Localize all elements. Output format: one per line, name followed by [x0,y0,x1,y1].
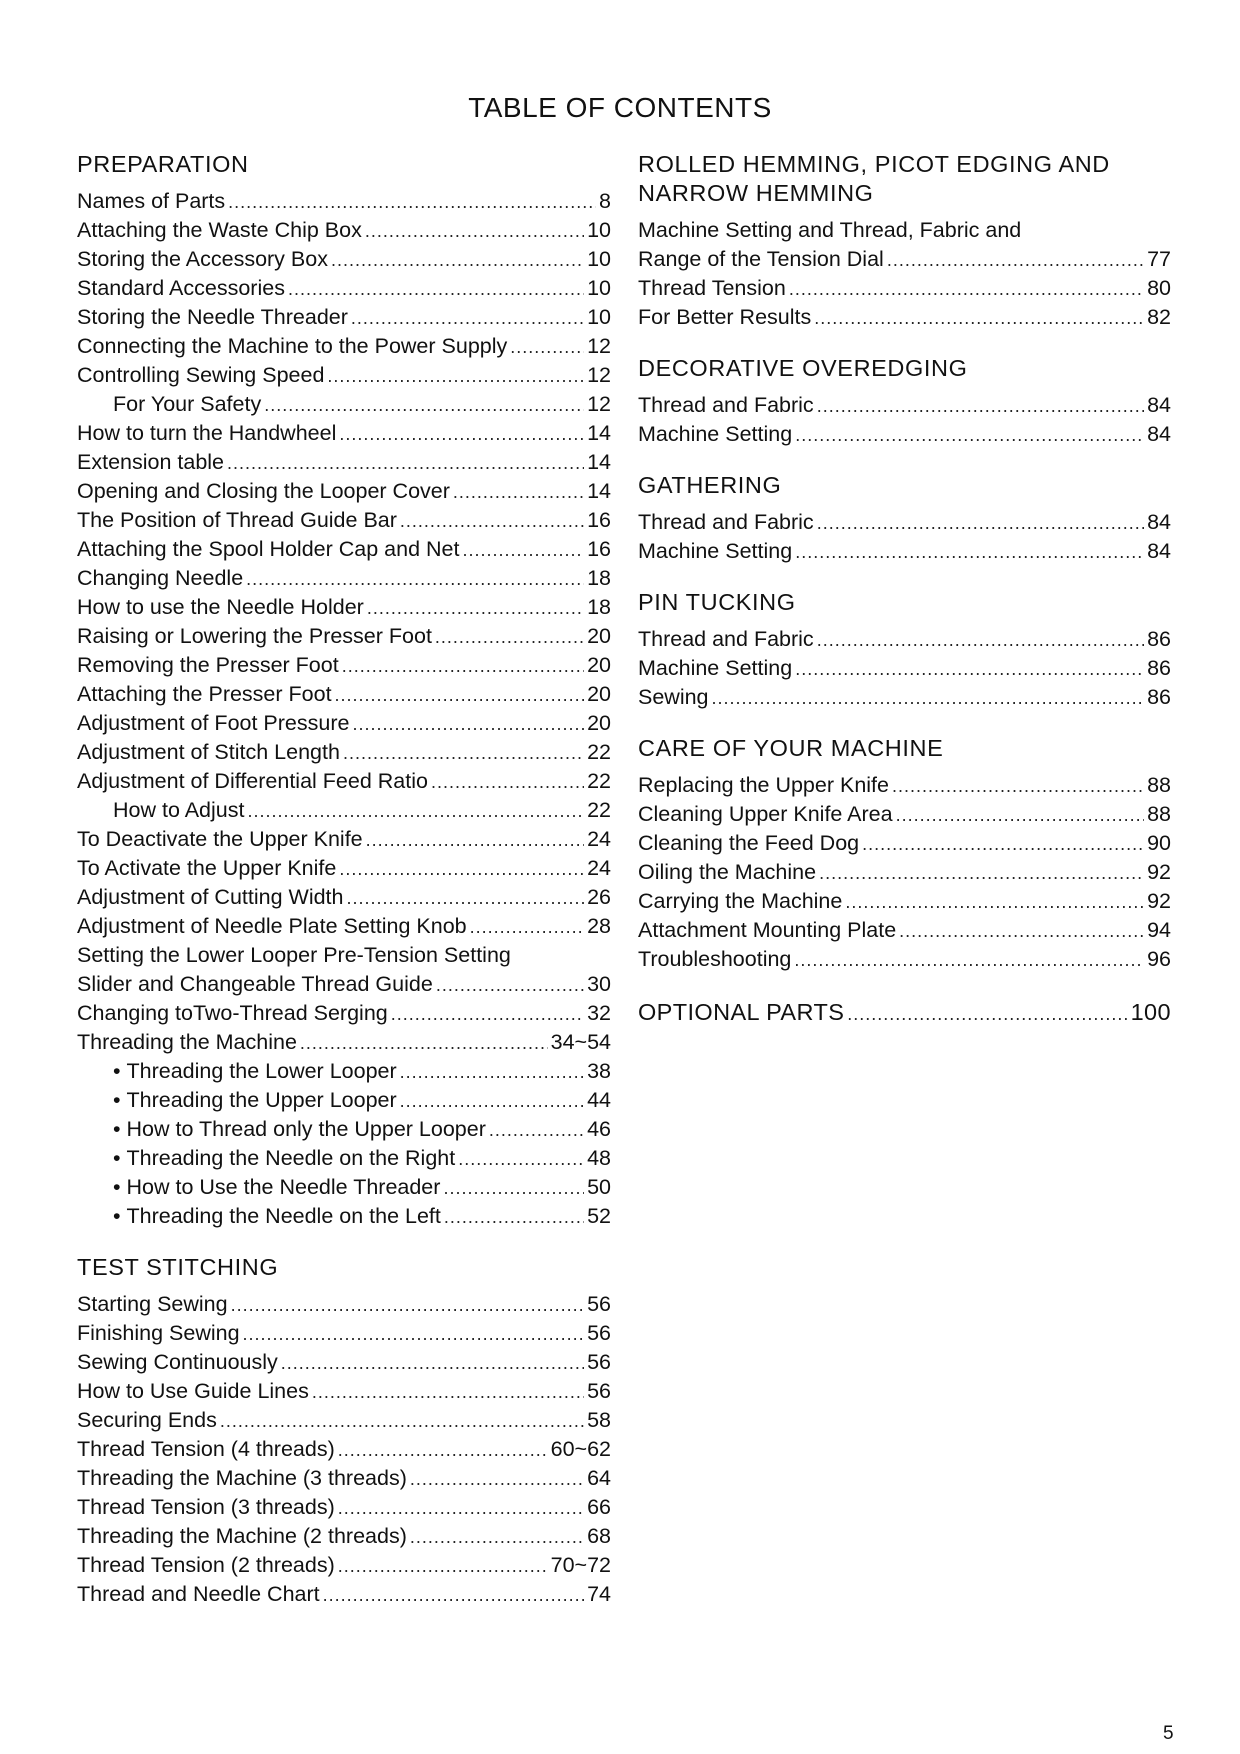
section-heading: NARROW HEMMING [638,180,874,206]
toc-left-column [77,150,611,1631]
toc-entry-page: 10 [587,218,611,242]
toc-entry-page: 20 [587,653,611,677]
toc-entry-label: Thread Tension (4 threads) [77,1437,335,1461]
toc-entry-label: Machine Setting [638,656,793,680]
toc-entry-page: 60~62 [550,1437,611,1461]
dot-leader [400,507,584,536]
toc-entry-label: Extension table [77,450,225,474]
toc-entry-label: How to use the Needle Holder [77,595,364,619]
toc-entry [77,448,611,477]
toc-entry-label: Adjustment of Differential Feed Ratio [77,769,428,793]
section-heading: GATHERING [638,472,782,498]
toc-entry-page: 84 [1147,539,1171,563]
dot-leader [817,509,1144,538]
toc-entry-label: Adjustment of Stitch Length [77,740,340,764]
toc-entry [638,683,1171,712]
toc-entry-optional-parts [638,996,1171,1028]
toc-entry [638,771,1171,800]
dot-leader [794,946,1144,975]
toc-entry-page: 22 [587,798,611,822]
toc-entry-page: 96 [1147,947,1171,971]
toc-entry [77,1173,611,1202]
toc-entry-page: 10 [587,305,611,329]
toc-entry [638,800,1171,829]
toc-entry [77,390,611,419]
toc-entry-page: 56 [587,1379,611,1403]
toc-entry-page: 58 [587,1408,611,1432]
dot-leader [845,888,1144,917]
dot-leader [462,536,584,565]
toc-entry-page: 56 [587,1292,611,1316]
dot-leader [410,1465,584,1494]
toc-entry-page: 20 [587,624,611,648]
toc-entry-label: • Threading the Needle on the Left [113,1202,441,1231]
dot-leader [443,1174,584,1203]
dot-leader [470,913,584,942]
dot-leader [288,275,584,304]
toc-entry-label: Attaching the Waste Chip Box [77,218,362,242]
toc-entry-label: To Activate the Upper Knife [77,856,337,880]
toc-section-gathering [638,471,1171,566]
toc-entry [77,1522,611,1551]
dot-leader [789,275,1144,304]
dot-leader [435,623,584,652]
toc-entry-page: 22 [587,740,611,764]
toc-entry [77,361,611,390]
toc-entry [638,945,1171,974]
toc-entry-label: Setting the Lower Looper Pre-Tension Setting [77,943,511,967]
toc-entry [638,420,1171,449]
toc-right-column [638,150,1171,1028]
toc-entry [638,858,1171,887]
toc-entry-page: 38 [587,1059,611,1083]
toc-entry-label: Slider and Changeable Thread Guide [77,972,433,996]
dot-leader [246,565,584,594]
toc-entry-page: 16 [587,508,611,532]
dot-leader [264,391,584,420]
toc-entry-page: 64 [587,1466,611,1490]
toc-entry [77,767,611,796]
toc-section-preparation [77,150,611,1231]
dot-leader [896,801,1145,830]
toc-section-pin-tucking [638,588,1171,712]
toc-entry [77,187,611,216]
dot-leader [817,626,1144,655]
dot-leader [335,681,585,710]
section-heading: ROLLED HEMMING, PICOT EDGING AND [638,151,1110,177]
toc-entry-label: Oiling the Machine [638,860,817,884]
toc-entry-label: Storing the Accessory Box [77,247,328,271]
dot-leader [795,421,1144,450]
toc-entry-label: Attachment Mounting Plate [638,918,897,942]
toc-entry-page: 34~54 [550,1030,611,1054]
toc-entry-page: 28 [587,914,611,938]
toc-entry-label: Adjustment of Needle Plate Setting Knob [77,914,467,938]
toc-entry-page: 44 [587,1088,611,1112]
dot-leader [814,304,1144,333]
dot-leader [339,420,584,449]
toc-entry-label: Range of the Tension Dial [638,247,884,271]
section-heading: TEST STITCHING [77,1254,279,1280]
toc-entry-label: Thread Tension [638,276,786,300]
toc-entry-page: 24 [587,827,611,851]
toc-entry-page: 84 [1147,393,1171,417]
toc-entry [77,709,611,738]
toc-entry [77,1406,611,1435]
toc-entry-label: Replacing the Upper Knife [638,773,889,797]
dot-leader [331,246,584,275]
toc-entry [77,680,611,709]
toc-entry [77,303,611,332]
toc-entry [77,738,611,767]
toc-entry-page: 88 [1147,773,1171,797]
toc-entry [77,883,611,912]
toc-entry [77,216,611,245]
toc-entry-page: 8 [599,189,611,213]
toc-entry-page: 26 [587,885,611,909]
toc-section-rolled-hemming-picot-edging-and-narrow-hemming [638,150,1171,332]
toc-entry-label: Finishing Sewing [77,1321,240,1345]
toc-entry [638,245,1171,274]
toc-section-decorative-overedging [638,354,1171,449]
toc-entry-page: 10 [587,276,611,300]
dot-leader [444,1203,584,1232]
toc-entry-page: 12 [587,363,611,387]
toc-entry [638,537,1171,566]
toc-entry-page: 68 [587,1524,611,1548]
dot-leader [453,478,584,507]
toc-entry-page: 100 [1130,999,1171,1025]
dot-leader [231,1291,584,1320]
toc-entry-page: 16 [587,537,611,561]
toc-entry [77,1202,611,1231]
toc-entry-page: 12 [587,392,611,416]
toc-entry-page: 30 [587,972,611,996]
toc-entry-label: To Deactivate the Upper Knife [77,827,363,851]
toc-entry-page: 12 [587,334,611,358]
dot-leader [339,855,584,884]
toc-entry [77,419,611,448]
toc-entry [77,245,611,274]
toc-entry-label: Controlling Sewing Speed [77,363,325,387]
toc-entry [77,999,611,1028]
toc-entry-label: • How to Use the Needle Threader [113,1173,440,1202]
toc-entry-page: 88 [1147,802,1171,826]
toc-entry-label: Cleaning Upper Knife Area [638,802,893,826]
toc-entry [77,332,611,361]
dot-leader [899,917,1144,946]
toc-entry-page: 20 [587,711,611,735]
toc-entry-label: The Position of Thread Guide Bar [77,508,397,532]
toc-entry [77,1493,611,1522]
toc-entry-page: 18 [587,566,611,590]
toc-entry-label: Changing Needle [77,566,244,590]
toc-entry-page: 66 [587,1495,611,1519]
toc-entry-page: 80 [1147,276,1171,300]
toc-entry-page: 70~72 [550,1553,611,1577]
page-number: 5 [1163,1723,1174,1744]
toc-entry-label: Changing toTwo-Thread Serging [77,1001,388,1025]
toc-entry-label: Carrying the Machine [638,889,843,913]
toc-entry-label: Raising or Lowering the Presser Foot [77,624,432,648]
dot-leader [510,333,584,362]
toc-entry-page: 90 [1147,831,1171,855]
dot-leader [247,797,584,826]
toc-entry [77,1551,611,1580]
dot-leader [367,594,584,623]
toc-entry-label: Thread and Needle Chart [77,1582,320,1606]
toc-entry-label: Troubleshooting [638,947,792,971]
dot-leader [281,1349,584,1378]
dot-leader [400,1087,584,1116]
toc-entry [77,1348,611,1377]
toc-entry-page: 74 [587,1582,611,1606]
toc-entry-page: 48 [587,1146,611,1170]
toc-entry-label: OPTIONAL PARTS [638,999,845,1025]
toc-entry [77,1144,611,1173]
toc-entry [77,1377,611,1406]
dot-leader [351,304,584,333]
toc-entry-page: 82 [1147,305,1171,329]
toc-entry [638,916,1171,945]
dot-leader [819,859,1144,888]
toc-entry-label: Connecting the Machine to the Power Supply [77,334,508,358]
toc-entry-label: Removing the Presser Foot [77,653,339,677]
toc-entry-label: Thread and Fabric [638,627,814,651]
toc-entry [77,564,611,593]
page-title: TABLE OF CONTENTS [468,92,772,123]
toc-entry-label: Machine Setting [638,539,793,563]
dot-leader [228,188,596,217]
toc-entry-label: Sewing Continuously [77,1350,278,1374]
toc-entry [77,622,611,651]
toc-entry [77,854,611,883]
toc-entry-label: Thread Tension (2 threads) [77,1553,335,1577]
toc-entry [77,593,611,622]
section-heading: CARE OF YOUR MACHINE [638,735,944,761]
toc-entry-page: 56 [587,1350,611,1374]
toc-entry [77,1057,611,1086]
toc-entry-label: Cleaning the Feed Dog [638,831,860,855]
toc-entry [77,1290,611,1319]
toc-entry [77,1580,611,1609]
toc-entry [77,970,611,999]
dot-leader [365,217,584,246]
toc-entry [77,535,611,564]
dot-leader [436,971,584,1000]
dot-leader [338,1494,584,1523]
dot-leader [352,710,584,739]
toc-entry-page: 86 [1147,656,1171,680]
toc-entry-label: How to Use Guide Lines [77,1379,309,1403]
dot-leader [400,1058,584,1087]
toc-entry [77,506,611,535]
toc-entry-page: 22 [587,769,611,793]
toc-entry-label: Attaching the Presser Foot [77,682,332,706]
dot-leader [366,826,584,855]
toc-entry-label: • How to Thread only the Upper Looper [113,1115,486,1144]
toc-entry [638,216,1171,245]
toc-entry-label: How to turn the Handwheel [77,421,337,445]
toc-section-test-stitching [77,1253,611,1609]
toc-entry-page: 46 [587,1117,611,1141]
toc-entry [638,654,1171,683]
toc-entry-label: Storing the Needle Threader [77,305,348,329]
toc-entry-page: 84 [1147,422,1171,446]
toc-entry [77,274,611,303]
toc-entry-label: Thread and Fabric [638,510,814,534]
toc-entry-page: 92 [1147,889,1171,913]
toc-entry-label: Standard Accessories [77,276,285,300]
toc-entry-label: • Threading the Needle on the Right [113,1144,455,1173]
dot-leader [458,1145,584,1174]
toc-entry-page: 32 [587,1001,611,1025]
toc-entry-page: 10 [587,247,611,271]
toc-entry [638,274,1171,303]
dot-leader [431,768,584,797]
dot-leader [862,830,1144,859]
toc-entry [77,1435,611,1464]
dot-leader [312,1378,584,1407]
toc-entry-label: • Threading the Lower Looper [113,1057,397,1086]
toc-entry [77,825,611,854]
toc-entry-label: • Threading the Upper Looper [113,1086,397,1115]
toc-entry [77,941,611,970]
toc-entry-page: 56 [587,1321,611,1345]
dot-leader [795,655,1144,684]
toc-entry-page: 86 [1147,685,1171,709]
dot-leader [243,1320,585,1349]
toc-entry-label: Thread Tension (3 threads) [77,1495,335,1519]
toc-entry [77,796,611,825]
toc-entry-label: For Better Results [638,305,812,329]
toc-entry-label: Adjustment of Cutting Width [77,885,344,909]
toc-entry-page: 20 [587,682,611,706]
toc-entry-label: Securing Ends [77,1408,217,1432]
dot-leader [410,1523,584,1552]
toc-section-care-of-your-machine [638,734,1171,974]
toc-entry-page: 52 [587,1204,611,1228]
toc-entry-label: Starting Sewing [77,1292,228,1316]
toc-entry [77,477,611,506]
toc-entry-page: 84 [1147,510,1171,534]
dot-leader [342,652,584,681]
toc-entry [638,391,1171,420]
toc-entry-label: Threading the Machine (2 threads) [77,1524,407,1548]
toc-entry [77,1028,611,1057]
dot-leader [346,884,584,913]
dot-leader [712,684,1145,713]
toc-entry [638,303,1171,332]
toc-entry-page: 18 [587,595,611,619]
section-heading: PIN TUCKING [638,589,796,615]
toc-entry-label: For Your Safety [113,392,262,416]
dot-leader [338,1552,548,1581]
toc-entry [77,1086,611,1115]
dot-leader [892,772,1144,801]
toc-entry-page: 50 [587,1175,611,1199]
toc-entry-page: 14 [587,450,611,474]
toc-entry-label: Threading the Machine (3 threads) [77,1466,407,1490]
toc-entry-page: 24 [587,856,611,880]
toc-entry-label: Attaching the Spool Holder Cap and Net [77,537,460,561]
toc-entry-label: Names of Parts [77,189,226,213]
dot-leader [327,362,584,391]
toc-entry-page: 86 [1147,627,1171,651]
toc-entry-page: 14 [587,421,611,445]
toc-entry-label: Machine Setting [638,422,793,446]
dot-leader [227,449,584,478]
toc-entry [638,887,1171,916]
toc-entry [638,508,1171,537]
toc-entry-page: 94 [1147,918,1171,942]
toc-entry [77,1319,611,1348]
toc-entry-label: Adjustment of Foot Pressure [77,711,350,735]
toc-entry [638,829,1171,858]
toc-entry [77,651,611,680]
dot-leader [300,1029,548,1058]
toc-entry-label: Threading the Machine [77,1030,297,1054]
dot-leader [795,538,1144,567]
dot-leader [887,246,1144,275]
toc-entry [77,912,611,941]
toc-entry-label: Opening and Closing the Looper Cover [77,479,450,503]
dot-leader [343,739,584,768]
toc-entry-page: 14 [587,479,611,503]
section-heading: DECORATIVE OVEREDGING [638,355,968,381]
toc-entry [638,625,1171,654]
toc-entry-label: Sewing [638,685,709,709]
dot-leader [338,1436,548,1465]
dot-leader [817,392,1144,421]
toc-entry [77,1115,611,1144]
toc-entry-label: How to Adjust [113,798,245,822]
toc-entry-label: Machine Setting and Thread, Fabric and [638,218,1022,242]
dot-leader [220,1407,584,1436]
toc-entry-page: 92 [1147,860,1171,884]
section-heading: PREPARATION [77,151,249,177]
dot-leader [323,1581,584,1610]
toc-entry [77,1464,611,1493]
toc-entry-label: Thread and Fabric [638,393,814,417]
dot-leader [489,1116,584,1145]
dot-leader [847,998,1127,1030]
toc-entry-page: 77 [1147,247,1171,271]
dot-leader [391,1000,584,1029]
